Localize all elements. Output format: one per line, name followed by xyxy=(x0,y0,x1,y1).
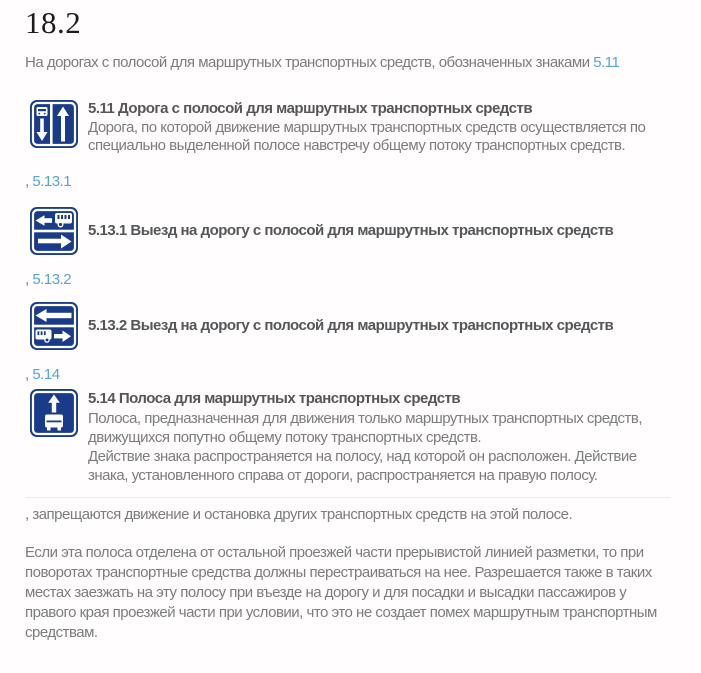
intro-paragraph xyxy=(25,53,671,73)
sign-block-5-14 xyxy=(30,389,671,485)
link-row-5-13-2 xyxy=(25,271,671,289)
sign-title-5-14: 5.14 Полоса для маршрутных транспортных средств xyxy=(88,390,461,407)
sign-text-5-13-2 xyxy=(88,302,663,350)
comma-text: , xyxy=(25,366,33,383)
sign-title-5-13-1: 5.13.1 Выезд на дорогу с полосой для маршрутных транспортных средств xyxy=(88,222,614,239)
sign-link-5-13-2[interactable]: 5.13.2 xyxy=(32,271,72,288)
sign-title-5-13-2: 5.13.2 Выезд на дорогу с полосой для маршрутных транспортных средств xyxy=(88,317,614,334)
sign-5-14-bus-lane-icon xyxy=(30,389,78,437)
sign-link-5-11[interactable]: 5.11 xyxy=(593,54,620,71)
sign-link-5-14[interactable]: 5.14 xyxy=(32,366,60,383)
section-number-title: 18.2 xyxy=(25,5,82,40)
comma-text: , xyxy=(25,173,33,190)
closing-sentence: , запрещаются движение и остановка других транспортных средств на этой полосе. xyxy=(25,506,573,523)
sign-description-5-11: Дорога, по которой движение маршрутных транспортных средств осуществляется по специально выделенной полосе навстречу общему потоку транспортных средств. xyxy=(88,119,646,154)
sign-text-5-11 xyxy=(88,100,663,155)
sign-text-5-13-1 xyxy=(88,207,663,255)
link-row-5-14 xyxy=(25,366,671,384)
sign-text-5-14 xyxy=(88,389,663,485)
sign-5-13-1-exit-to-bus-lane-road-icon xyxy=(30,207,78,255)
sign-5-13-2-exit-to-bus-lane-road-icon xyxy=(30,302,78,350)
sign-block-5-13-2 xyxy=(30,302,671,350)
sign-description-5-14: Полоса, предназначенная для движения только маршрутных транспортных средств, движущихся попутно общему потоку транспортных средств. xyxy=(88,410,643,446)
final-paragraph: Если эта полоса отделена от остальной проезжей части прерывистой линией разметки, то при поворотах транспортные средства должны перестраиваться на нее. Разрешается также в таких местах заезжать на эту полосу при въезде на дорогу и для посадки и высадки пассажиров у правого края проезжей части при условии, что это не создает помех маршрутным транспортным средствам. xyxy=(25,544,657,641)
intro-text: На дорогах с полосой для маршрутных транспортных средств, обозначенных знаками xyxy=(25,54,594,71)
sign-link-5-13-1[interactable]: 5.13.1 xyxy=(32,173,72,190)
sign-description2-5-14: Действие знака распространяется на полосу, над которой он расположен. Действие знака, установленного справа от дороги, распространяется на правую полосу. xyxy=(88,448,637,484)
pdd-section-page xyxy=(0,6,701,643)
closing-section xyxy=(25,497,671,525)
sign-block-5-11 xyxy=(30,100,671,155)
sign-5-11-bus-lane-road-icon xyxy=(30,100,78,148)
comma-text: , xyxy=(25,271,33,288)
link-row-5-13-1 xyxy=(25,173,671,191)
sign-block-5-13-1 xyxy=(30,207,671,255)
sign-title-5-11: 5.11 Дорога с полосой для маршрутных транспортных средств xyxy=(88,100,533,117)
